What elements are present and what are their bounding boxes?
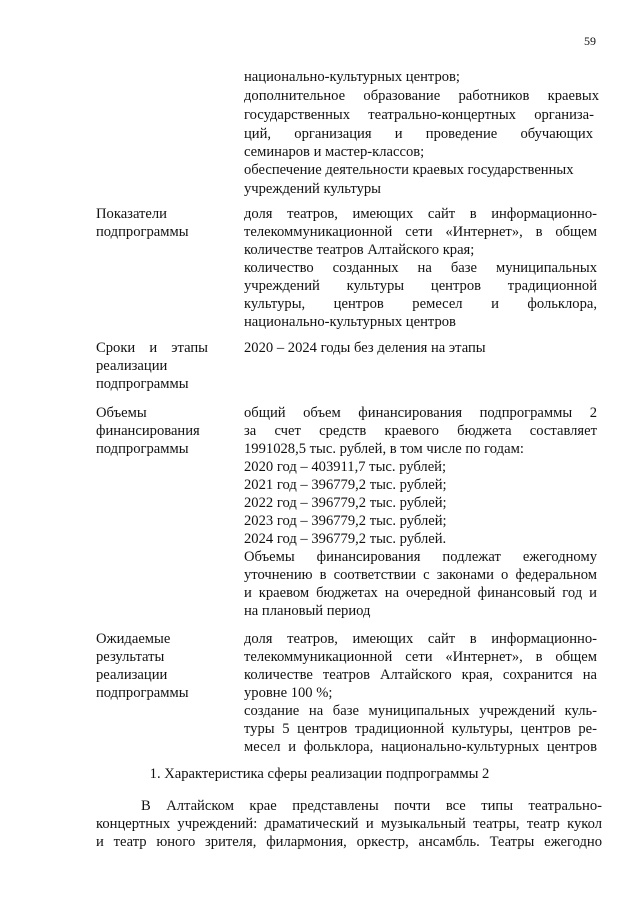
row-value-line: месел и фольклора, национально-культурных центров <box>244 739 597 755</box>
row-label-terms: реализации <box>96 358 168 374</box>
intro-line: дополнительное образование работников краевых <box>244 88 599 104</box>
row-label-results: подпрограммы <box>96 685 189 701</box>
intro-line: национально-культурных центров; <box>244 69 460 85</box>
row-label-terms: подпрограммы <box>96 376 189 392</box>
row-value-line: на плановый период <box>244 603 371 619</box>
row-value-line: 2022 год – 396779,2 тыс. рублей; <box>244 495 447 511</box>
row-value-line: Объемы финансирования подлежат ежегодному <box>244 549 597 565</box>
page-number: 59 <box>584 34 596 48</box>
row-value-line: количестве театров Алтайского края; <box>244 242 475 258</box>
row-value-line: учреждений культуры центров традиционной <box>244 278 597 294</box>
row-value-line: доля театров, имеющих сайт в информационно- <box>244 206 597 222</box>
row-value-line: туры 5 центров традиционной культуры, центров ре- <box>244 721 597 737</box>
row-value-line: 2020 – 2024 годы без деления на этапы <box>244 340 486 356</box>
intro-line: семинаров и мастер-классов; <box>244 144 425 160</box>
row-label-results: реализации <box>96 667 168 683</box>
row-value-line: общий объем финансирования подпрограммы 2 <box>244 405 597 421</box>
row-label-terms: Сроки и этапы <box>96 340 208 356</box>
section-heading: 1. Характеристика сферы реализации подпрограммы 2 <box>149 766 490 782</box>
row-value-line: доля театров, имеющих сайт в информационно- <box>244 631 597 647</box>
row-value-line: национально-культурных центров <box>244 314 456 330</box>
row-label-indicators: Показатели <box>96 206 167 222</box>
row-value-line: количестве театров Алтайского края, сохранится на <box>244 667 597 683</box>
row-label-results: результаты <box>96 649 165 665</box>
row-label-results: Ожидаемые <box>96 631 171 647</box>
row-value-line: культуры, центров ремесел и фольклора, <box>244 296 597 312</box>
row-value-line: телекоммуникационной сети «Интернет», в общем <box>244 649 597 665</box>
body-line: концертных учреждений: драматический и музыкальный театры, театр кукол <box>96 816 602 832</box>
row-value-line: за счет средств краевого бюджета составляет <box>244 423 597 439</box>
row-label-funding: подпрограммы <box>96 441 189 457</box>
row-value-line: уточнению в соответствии с законами о федеральном <box>244 567 597 583</box>
row-value-line: 2020 год – 403911,7 тыс. рублей; <box>244 459 447 475</box>
row-value-line: 2023 год – 396779,2 тыс. рублей; <box>244 513 447 529</box>
intro-line: ций, организация и проведение обучающих <box>244 126 593 142</box>
row-label-funding: Объемы <box>96 405 147 421</box>
row-value-line: создание на базе муниципальных учреждений куль- <box>244 703 597 719</box>
row-value-line: телекоммуникационной сети «Интернет», в общем <box>244 224 597 240</box>
intro-line: обеспечение деятельности краевых государственных <box>244 162 574 178</box>
row-value-line: и краевом бюджетах на очередной финансовый год и <box>244 585 597 601</box>
intro-line: государственных театрально-концертных организа- <box>244 107 594 123</box>
body-line: В Алтайском крае представлены почти все типы театрально- <box>141 798 602 814</box>
row-label-indicators: подпрограммы <box>96 224 189 240</box>
row-value-line: 1991028,5 тыс. рублей, в том числе по годам: <box>244 441 524 457</box>
intro-line: учреждений культуры <box>244 181 381 197</box>
row-label-funding: финансирования <box>96 423 200 439</box>
row-value-line: 2021 год – 396779,2 тыс. рублей; <box>244 477 447 493</box>
body-line: и театр юного зрителя, филармония, оркестр, ансамбль. Театры ежегодно <box>96 834 602 850</box>
row-value-line: количество созданных на базе муниципальных <box>244 260 597 276</box>
row-value-line: 2024 год – 396779,2 тыс. рублей. <box>244 531 447 547</box>
row-value-line: уровне 100 %; <box>244 685 333 701</box>
